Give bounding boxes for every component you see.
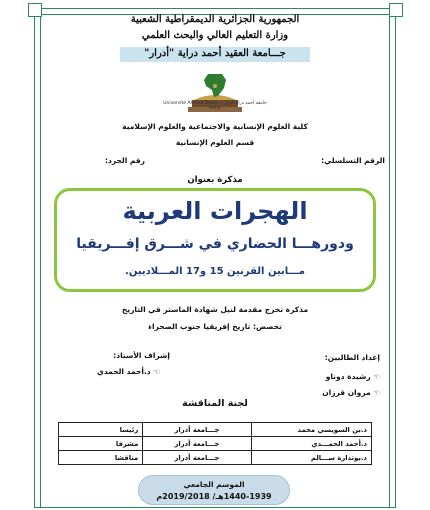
supervisor-label: إشراف الأستاذ: bbox=[113, 351, 170, 360]
faculty-name: كلية العلوم الإنسانية والاجتماعية والعلوم الإسلامية bbox=[122, 122, 308, 131]
department-name: قسم العلوم الإنسانية bbox=[175, 138, 255, 147]
season-title: الموسم الجامعي bbox=[183, 480, 245, 489]
serial-number-label: الرقم التسلسلي: bbox=[321, 156, 385, 165]
specialty-statement: تخصص: تاريخ إفريقيا جنوب الصحراء bbox=[148, 322, 282, 331]
member-university: جـــامعة أدرار bbox=[143, 451, 251, 465]
pointing-hand-icon: ☜ bbox=[373, 388, 380, 397]
member-name: د.بوتدارة ســـالم bbox=[251, 451, 371, 465]
thesis-title: الهجرات العربية bbox=[122, 197, 308, 225]
table-row bbox=[59, 437, 372, 451]
student-name bbox=[290, 388, 380, 397]
frame-corner-ornament bbox=[28, 3, 42, 17]
member-role: رئيسا bbox=[59, 423, 143, 437]
committee-table bbox=[58, 422, 372, 465]
member-role: مناقشا bbox=[59, 451, 143, 465]
table-row bbox=[59, 451, 372, 465]
supervisor-name-text: د.أحمد الحمدي bbox=[96, 367, 151, 376]
frame-corner-ornament bbox=[389, 3, 403, 17]
memo-intro: مذكرة بعنوان bbox=[187, 175, 243, 185]
pointing-hand-icon: ☜ bbox=[153, 367, 160, 376]
student-name-text: رشيدة دوناو bbox=[325, 372, 371, 381]
thesis-period: مـــابين القرنين 15 و17 المـــلاديين. bbox=[125, 266, 305, 277]
member-role: مشرفا bbox=[59, 437, 143, 451]
logo-caption: جامعة أحمد دراية أدرار - Université Ahmed Draia - Adrar bbox=[163, 101, 267, 111]
table-row bbox=[59, 423, 372, 437]
republic-heading: الجمهورية الجزائرية الديمقراطية الشعبية bbox=[130, 14, 300, 25]
university-heading: جـــامعة العقيد أحمد دراية "أدرار" bbox=[144, 48, 286, 59]
supervisor-name bbox=[70, 367, 160, 376]
thesis-subtitle: ودورهـــا الحضاري في شـــرق إفـــريقيا bbox=[76, 236, 354, 252]
member-name: د.أحمد الحمـــدي bbox=[251, 437, 371, 451]
student-name-text: مروان قرزان bbox=[322, 388, 371, 397]
member-university: جـــامعة أدرار bbox=[143, 437, 251, 451]
title-box bbox=[54, 188, 376, 292]
students-label: إعداد الطالبين: bbox=[324, 353, 380, 362]
degree-statement: مذكرة تخرج مقدمة لنيل شهادة الماستر في التاريخ bbox=[121, 305, 309, 314]
pointing-hand-icon: ☜ bbox=[373, 372, 380, 381]
committee-title: لجنة المناقشة bbox=[182, 398, 248, 409]
student-name bbox=[290, 372, 380, 381]
member-university: جـــامعة أدرار bbox=[143, 423, 251, 437]
academic-season-badge bbox=[138, 475, 290, 505]
inventory-number-label: رقم الجرد: bbox=[104, 156, 145, 165]
season-years: 1440-1939هـ/ 2019/2018م bbox=[156, 492, 272, 501]
member-name: د.بن السويسي محمد bbox=[251, 423, 371, 437]
ministry-heading: وزارة التعليم العالي والبحث العلمي bbox=[141, 30, 289, 41]
